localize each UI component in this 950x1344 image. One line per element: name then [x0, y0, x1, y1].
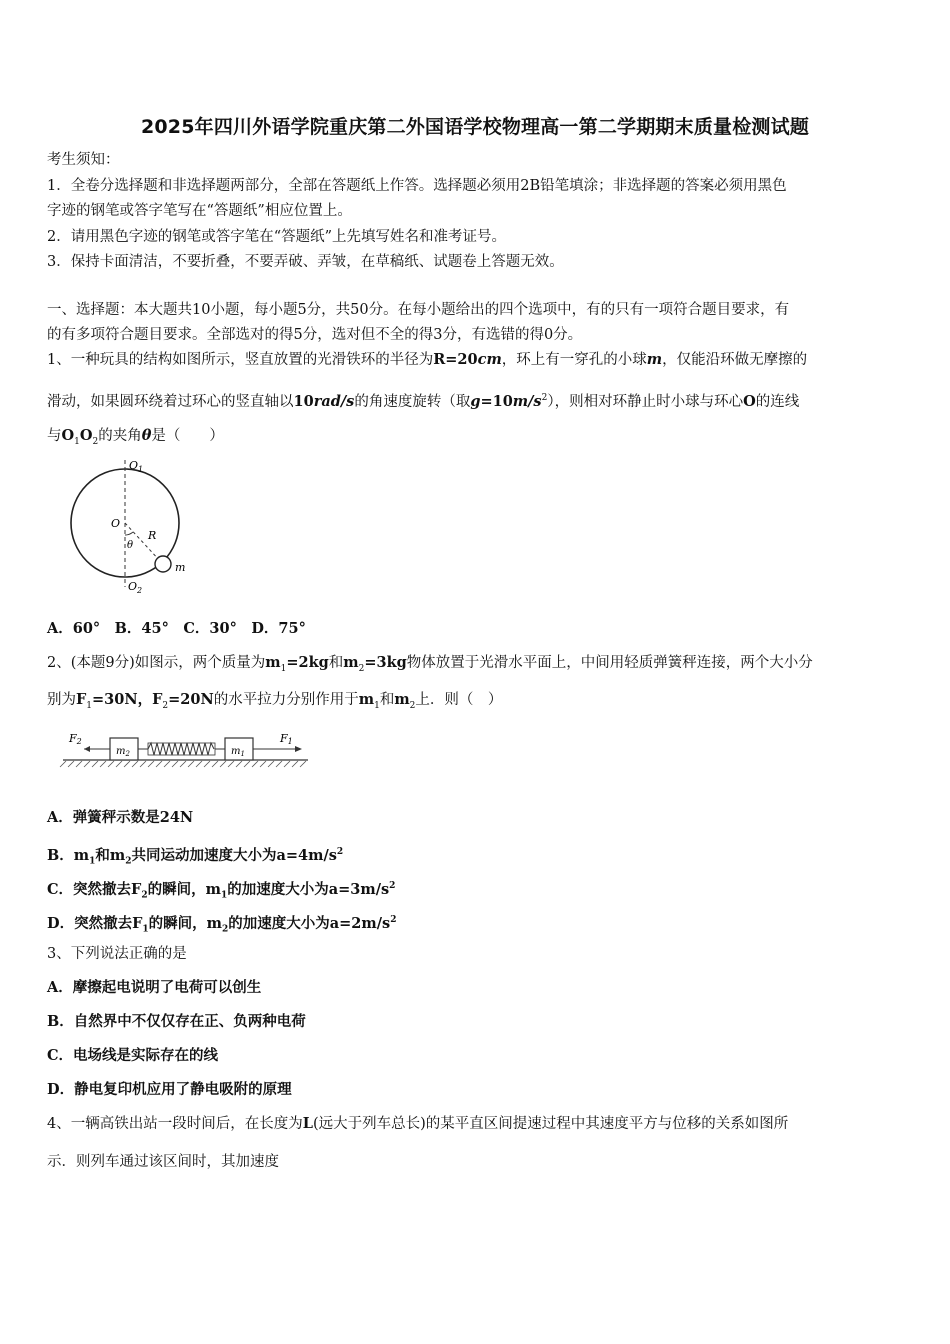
section-heading-cont: 的有多项符合题目要求。全部选对的得5分，选对但不全的得3分，有选错的得0分。 — [47, 327, 583, 343]
q1-stem-line3: 与$O_1O_2$的夹角θ是（ ） — [47, 427, 224, 447]
ground-hatching — [60, 761, 306, 767]
q2-option-a: A．弹簧秤示数是24N — [47, 809, 194, 826]
q2-stem-line1: 2、(本题9分)如图示，两个质量为$m_1=2kg$和$m_2=3kg$物体放置于光滑水平面上，中间用轻质弹簧秤连接，两个大小分 — [47, 654, 813, 674]
q2-option-c: C．突然撤去$F_2$的瞬间，$m_1$的加速度大小为$a=3m/s^2$ — [47, 880, 396, 901]
q4-stem-line1: 4、一辆高铁出站一段时间后，在长度为L(远大于列车总长)的某平直区间提速过程中其速度平方与位移的关系如图所 — [47, 1115, 789, 1132]
angle-arc — [125, 532, 133, 535]
notice-item: 字迹的钢笔或答字笔写在“答题纸”相应位置上。 — [47, 203, 352, 219]
q1-stem-line2: 滑动，如果圆环绕着过环心的竖直轴以10rad/s的角速度旋转（取$g=10m/s^2$），则相对环静止时小球与环心O的连线 — [47, 392, 800, 410]
q2-spring-figure — [58, 724, 310, 774]
q2-option-b: B．$m_1$和$m_2$共同运动加速度大小为$a=4m/s^2$ — [47, 846, 344, 867]
label-m: m — [175, 561, 186, 574]
q1-options: A．60° B．45° C．30° D．75° — [47, 620, 306, 637]
label-r: R — [148, 529, 157, 542]
label-m2: $m_2$ — [116, 746, 130, 758]
section-heading: 一、选择题：本大题共10小题，每小题5分，共50分。在每小题给出的四个选项中，有的只有一项符合题目要求，有 — [47, 302, 790, 318]
label-f1: F1 — [280, 732, 293, 746]
q3-option-a: A．摩擦起电说明了电荷可以创生 — [47, 979, 262, 996]
q3-stem: 3、下列说法正确的是 — [47, 946, 187, 962]
notice-heading: 考生须知： — [47, 152, 120, 168]
notice-item: 3．保持卡面清洁，不要折叠，不要弄破、弄皱，在草稿纸、试题卷上答题无效。 — [47, 254, 564, 270]
q2-stem-line2: 别为$F_1=30N$，$F_2=20N$的水平拉力分别作用于$m_1$和$m_2$上．则（ ） — [47, 691, 503, 711]
label-o1: $O_1$ — [129, 459, 144, 474]
label-m1: $m_1$ — [231, 746, 245, 758]
q3-option-c: C．电场线是实际存在的线 — [47, 1047, 219, 1064]
q2-option-d: D．突然撤去$F_1$的瞬间，$m_2$的加速度大小为$a=2m/s^2$ — [47, 914, 397, 935]
label-o: O — [111, 517, 121, 530]
label-f2: F2 — [69, 732, 82, 746]
label-theta: θ — [127, 540, 134, 551]
ball-m — [155, 556, 171, 572]
q3-option-d: D．静电复印机应用了静电吸附的原理 — [47, 1081, 292, 1098]
q3-option-b: B．自然界中不仅仅存在正、负两种电荷 — [47, 1013, 306, 1030]
notice-item: 1．全卷分选择题和非选择题两部分，全部在答题纸上作答。选择题必须用2B铅笔填涂；非选择题的答案必须用黑色 — [47, 178, 787, 194]
notice-item: 2．请用黑色字迹的钢笔或答字笔在“答题纸”上先填写姓名和准考证号。 — [47, 229, 507, 245]
q1-ring-figure — [60, 455, 200, 597]
page-title: 2025年四川外语学院重庆第二外国语学校物理高一第二学期期末质量检测试题 — [140, 116, 810, 138]
label-o2: $O_2$ — [128, 580, 143, 595]
q4-stem-line2: 示．则列车通过该区间时，其加速度 — [47, 1154, 279, 1170]
spring-coil — [148, 743, 214, 755]
q1-stem-line1: 1、一种玩具的结构如图所示，竖直放置的光滑铁环的半径为R=20cm，环上有一穿孔的小球m，仅能沿环做无摩擦的 — [47, 351, 808, 368]
